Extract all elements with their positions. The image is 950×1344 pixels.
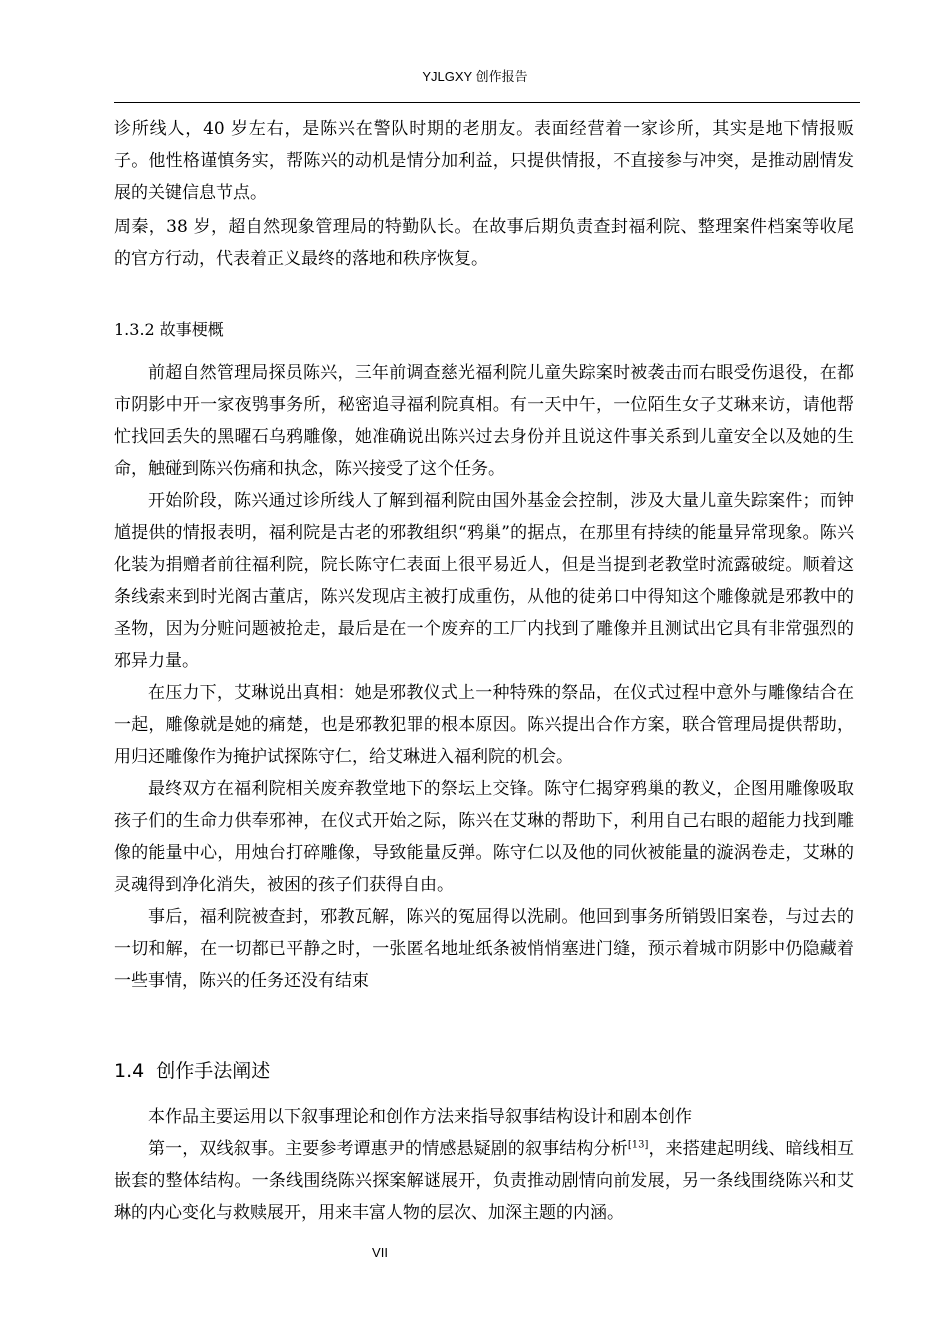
section-title: 创作手法阐述: [156, 1060, 271, 1082]
section-heading-creative-methods: [114, 1055, 270, 1087]
citation-reference[interactable]: [13]: [627, 1139, 649, 1151]
paragraph-zhou-qin: 周秦，38 岁，超自然现象管理局的特勤队长。在故事后期负责查封福利院、整理案件档案等收尾的官方行动，代表着正义最终的落地和秩序恢复。: [114, 217, 854, 269]
page-number: VII: [372, 1245, 388, 1260]
methods-paragraph-2: [114, 1133, 854, 1229]
synopsis-paragraph-1: 前超自然管理局探员陈兴，三年前调查慈光福利院儿童失踪案时被袭击而右眼受伤退役，在都市阴影中开一家夜鸮事务所，秘密追寻福利院真相。有一天中午，一位陌生女子艾琳来访，请他帮忙找回丢失的黑曜石乌鸦雕像，她准确说出陈兴过去身份并且说这件事关系到儿童安全以及她的生命，触碰到陈兴伤痛和执念，陈兴接受了这个任务。: [114, 363, 854, 479]
synopsis-paragraph-3: 在压力下，艾琳说出真相：她是邪教仪式上一种特殊的祭品，在仪式过程中意外与雕像结合在一起，雕像就是她的痛楚，也是邪教犯罪的根本原因。陈兴提出合作方案，联合管理局提供帮助，用归还雕像作为掩护试探陈守仁，给艾琳进入福利院的机会。: [114, 683, 854, 767]
methods-text-part-1: 第一，双线叙事。主要参考谭惠尹的情感悬疑剧的叙事结构分析: [148, 1139, 628, 1159]
methods-paragraph-1: 本作品主要运用以下叙事理论和创作方法来指导叙事结构设计和剧本创作: [148, 1107, 692, 1127]
paragraph-clinic-informant: 诊所线人，40 岁左右，是陈兴在警队时期的老朋友。表面经营着一家诊所，其实是地下情报贩子。他性格谨慎务实，帮陈兴的动机是情分加利益，只提供情报，不直接参与冲突，是推动剧情发展的关键信息节点。: [114, 119, 854, 203]
running-header: YJLGXY 创作报告: [422, 69, 528, 84]
section-number: 1.4: [114, 1060, 145, 1082]
synopsis-paragraph-5: 事后，福利院被查封，邪教瓦解，陈兴的冤屈得以洗刷。他回到事务所销毁旧案卷，与过去的一切和解，在一切都已平静之时，一张匿名地址纸条被悄悄塞进门缝，预示着城市阴影中仍隐藏着一些事情，陈兴的任务还没有结束: [114, 907, 854, 991]
synopsis-paragraph-2: 开始阶段，陈兴通过诊所线人了解到福利院由国外基金会控制，涉及大量儿童失踪案件；而钟馗提供的情报表明，福利院是古老的邪教组织“鸦巢”的据点，在那里有持续的能量异常现象。陈兴化装为捐赠者前往福利院，院长陈守仁表面上很平易近人，但是当提到老教堂时流露破绽。顺着这条线索来到时光阁古董店，陈兴发现店主被打成重伤，从他的徒弟口中得知这个雕像就是邪教中的圣物，因为分赃问题被抢走，最后是在一个废弃的工厂内找到了雕像并且测试出它具有非常强烈的邪异力量。: [114, 491, 854, 671]
section-heading-story-synopsis: 1.3.2 故事梗概: [114, 320, 224, 339]
header-divider: [114, 102, 860, 103]
methods-text-part-2: ，来搭建起明线、暗线相互嵌套的整体结构。一条线围绕陈兴探案解谜展开，负责推动剧情向前发展，另一条线围绕陈兴和艾琳的内心变化与救赎展开，用来丰富人物的层次、加深主题的内涵。: [114, 1139, 854, 1223]
synopsis-paragraph-4: 最终双方在福利院相关废弃教堂地下的祭坛上交锋。陈守仁揭穿鸦巢的教义，企图用雕像吸取孩子们的生命力供奉邪神，在仪式开始之际，陈兴在艾琳的帮助下，利用自己右眼的超能力找到雕像的能量中心，用烛台打碎雕像，导致能量反弹。陈守仁以及他的同伙被能量的漩涡卷走，艾琳的灵魂得到净化消失，被困的孩子们获得自由。: [114, 779, 854, 895]
